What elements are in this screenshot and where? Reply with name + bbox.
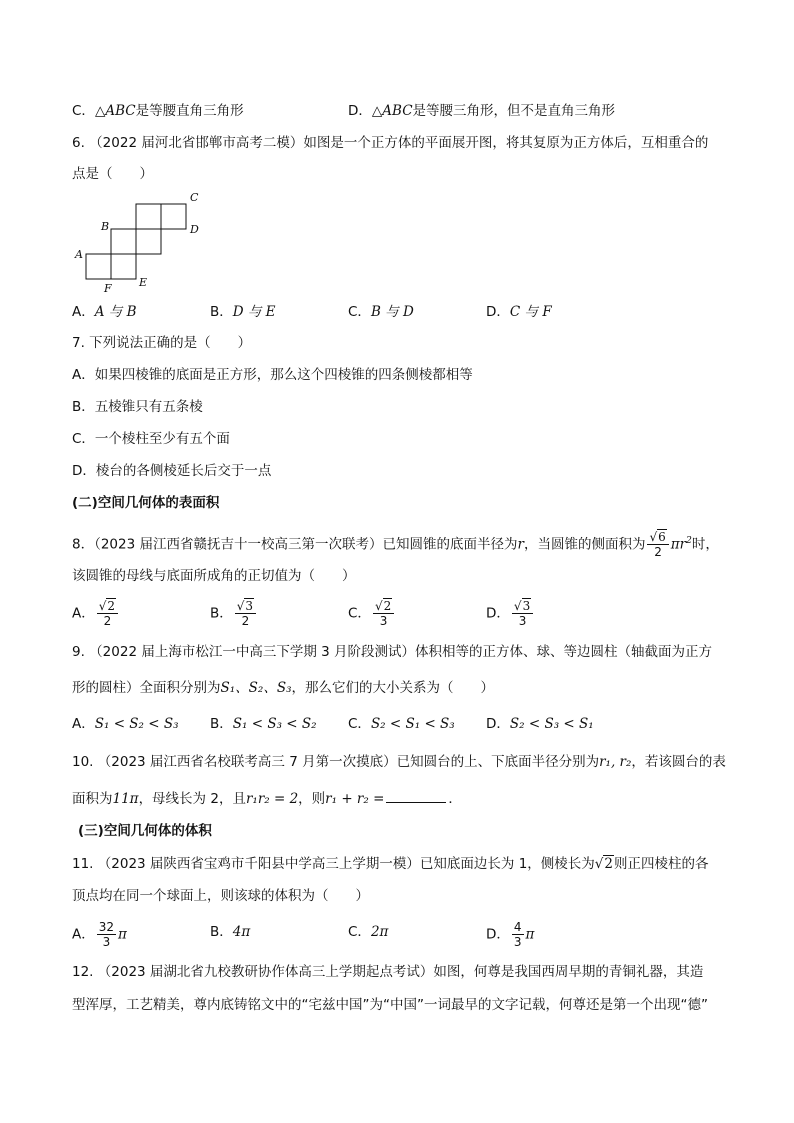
net-square: [111, 254, 136, 279]
q9-stem-line2: 形的圆柱）全面积分别为S₁、S₂、S₃，那么它们的大小关系为（ ）: [72, 680, 494, 696]
q8-option-a: A． $\frac{√2}{2}$: [72, 599, 120, 628]
q6-stem-line1: 6. （2022 届河北省邯郸市高考二模）如图是一个正方体的平面展开图，将其复原为正方体后，互相重合的: [72, 135, 709, 151]
q6-stem-line2: 点是（ ）: [72, 166, 153, 182]
q10-stem-line1: 10. （2023 届江西省名校联考高三 7 月第一次摸底）已知圆台的上、下底面半径分别为r₁, r₂，若该圆台的表: [72, 754, 726, 770]
q11-stem-line1: 11. （2023 届陕西省宝鸡市千阳县中学高三上学期一模）已知底面边长为 1，侧棱长为√2则正四棱柱的各: [72, 856, 709, 872]
q6-option-b: B．D 与 E: [210, 304, 276, 320]
q12-stem-line2: 型浑厚，工艺精美，尊内底铸铭文中的“宅兹中国”为“中国”一词最早的文字记载，何尊还是第一个出现“德”: [72, 997, 708, 1013]
q7-option-d: D．棱台的各侧棱延长后交于一点: [72, 463, 272, 479]
net-square: [136, 229, 161, 254]
net-label-d: D: [190, 223, 199, 236]
q7-option-a: A．如果四棱锥的底面是正方形，那么这个四棱锥的四条侧棱都相等: [72, 367, 473, 383]
q11-option-b: B．4π: [210, 924, 251, 940]
q8-option-d: D． $\frac{√3}{3}$: [486, 599, 535, 628]
q7-stem: 7. 下列说法正确的是（ ）: [72, 335, 252, 351]
net-square: [161, 204, 186, 229]
net-square: [86, 254, 111, 279]
q8-fraction: $\frac{√6}{2}$: [647, 530, 668, 559]
q6-option-a: A．A 与 B: [72, 304, 137, 320]
q11-stem-line2: 顶点均在同一个球面上，则该球的体积为（ ）: [72, 888, 369, 904]
q8-option-b: B． $\frac{√3}{2}$: [210, 599, 258, 628]
q8-option-c: C． $\frac{√2}{3}$: [348, 599, 396, 628]
q11-option-c: C．2π: [348, 924, 389, 940]
q5-option-d: D．△ABC是等腰三角形，但不是直角三角形: [348, 103, 616, 119]
q6-option-c: C．B 与 D: [348, 304, 414, 320]
net-label-b: B: [101, 220, 110, 233]
q5-option-c: C．△ABC是等腰直角三角形: [72, 103, 244, 119]
q12-stem-line1: 12. （2023 届湖北省九校教研协作体高三上学期起点考试）如图，何尊是我国西周早期的青铜礼器，其造: [72, 964, 704, 980]
q9-option-d: D．S₂ < S₃ < S₁: [486, 716, 594, 732]
q8-stem-line1: 8．（2023 届江西省赣抚吉十一校高三第一次联考）已知圆锥的底面半径为r，当圆锥的侧面积为 $\frac{√6}{2}$ $\pi r^2$时，: [72, 530, 719, 559]
q9-option-c: C．S₂ < S₁ < S₃: [348, 716, 455, 732]
net-label-a: A: [75, 248, 83, 261]
section-volume-heading: (三)空间几何体的体积: [78, 823, 212, 839]
q9-option-a: A．S₁ < S₂ < S₃: [72, 716, 179, 732]
q11-option-a: A． $\frac{32}{3}$ π: [72, 920, 127, 949]
net-label-f: F: [104, 282, 112, 294]
q7-option-b: B．五棱锥只有五条棱: [72, 399, 203, 415]
net-square: [111, 229, 136, 254]
q10-stem-line2: 面积为11π，母线长为 2，且r₁r₂ = 2，则r₁ + r₂ = ．: [72, 791, 462, 807]
net-label-c: C: [190, 191, 199, 204]
q10-answer-blank[interactable]: [386, 790, 446, 803]
q11-option-d: D． $\frac{4}{3}$ π: [486, 920, 535, 949]
net-square: [136, 204, 161, 229]
net-label-e: E: [139, 276, 148, 289]
q9-stem-line1: 9. （2022 届上海市松江一中高三下学期 3 月阶段测试）体积相等的正方体、球、等边圆柱（轴截面为正方: [72, 644, 712, 660]
cube-net-figure: [74, 188, 214, 294]
q9-option-b: B．S₁ < S₃ < S₂: [210, 716, 317, 732]
q7-option-c: C．一个棱柱至少有五个面: [72, 431, 230, 447]
q6-option-d: D．C 与 F: [486, 304, 552, 320]
q8-stem-line2: 该圆锥的母线与底面所成角的正切值为（ ）: [72, 568, 356, 584]
section-surface-area-heading: (二)空间几何体的表面积: [72, 495, 220, 511]
